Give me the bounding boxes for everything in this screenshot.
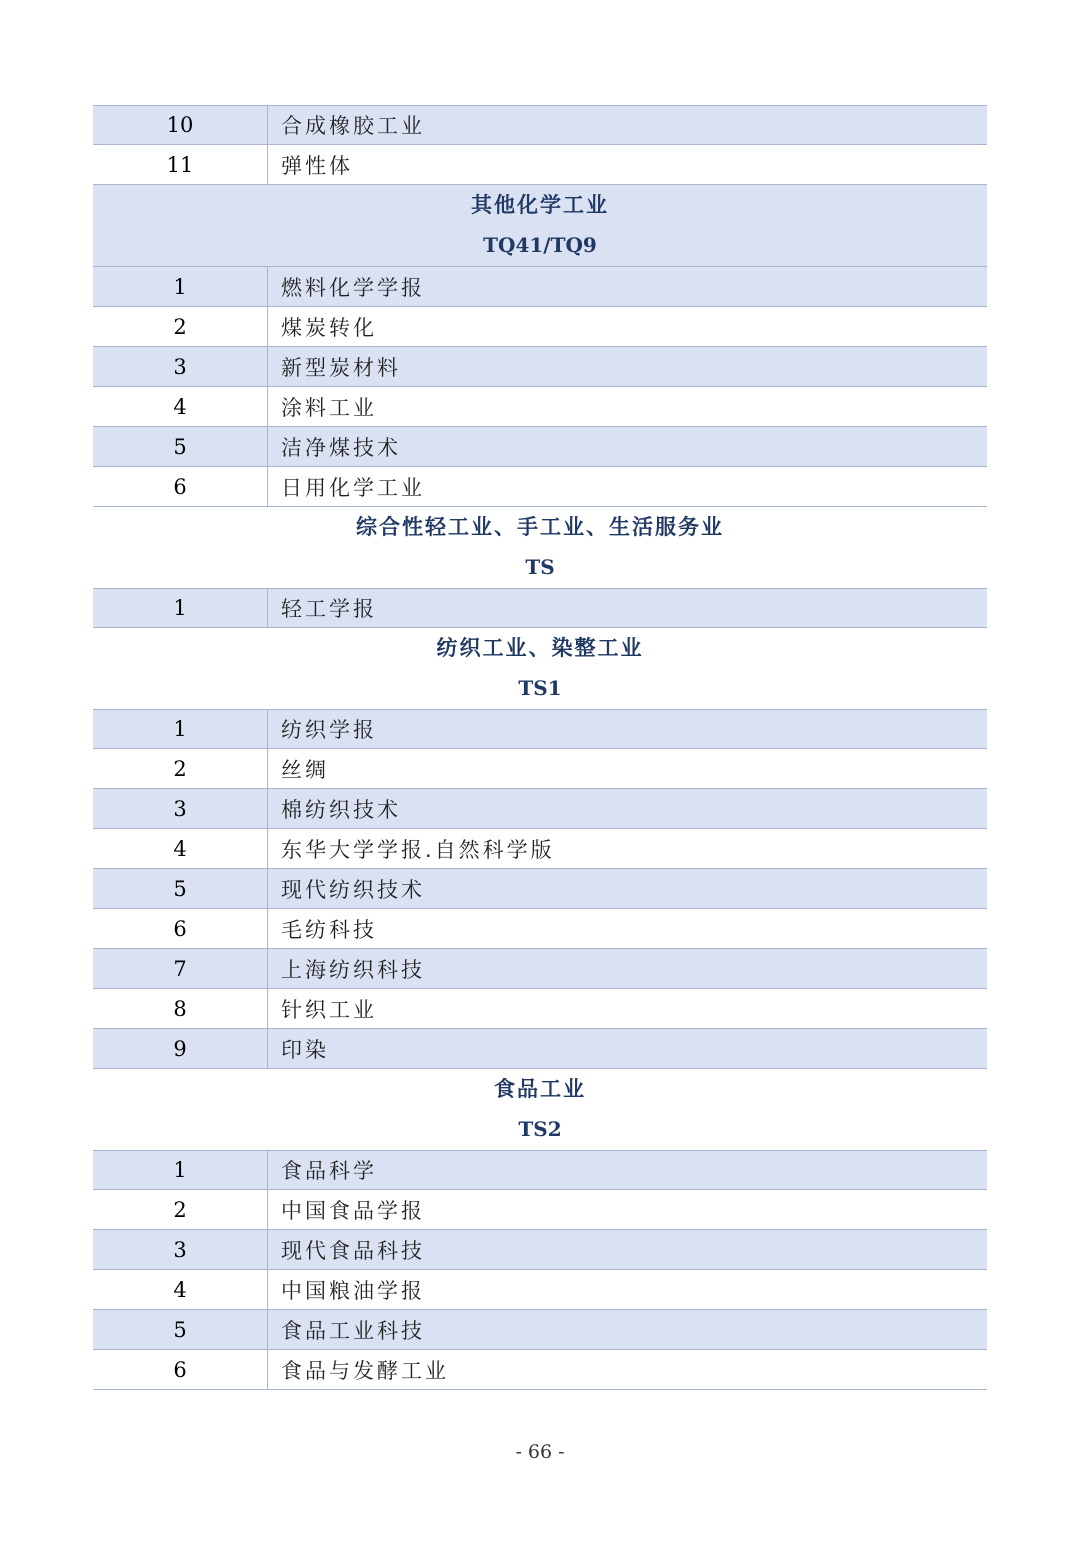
page-number: - 66 - [515,1441,565,1463]
journal-name: 丝绸 [281,757,329,782]
table-row [93,105,987,145]
section-header [93,185,987,267]
row-number: 5 [93,869,268,908]
table-row [93,145,987,185]
table-row [93,588,987,628]
journal-name: 现代纺织技术 [281,877,425,902]
journal-name: 合成橡胶工业 [281,114,425,138]
row-number: 5 [93,427,268,466]
row-number: 3 [93,789,268,828]
section-title: 其他化学工业 [471,193,609,217]
row-number: 2 [93,1190,268,1229]
row-number: 1 [93,1151,268,1189]
journal-name: 新型炭材料 [281,355,401,380]
journal-name: 棉纺织技术 [281,797,401,822]
row-number: 10 [93,106,268,144]
section-header [93,1069,987,1150]
row-number: 1 [93,710,268,748]
journal-name: 食品与发酵工业 [281,1358,449,1383]
table-row [93,467,987,507]
row-number: 4 [93,1270,268,1309]
table-row [93,949,987,989]
journal-list-table [93,105,987,1390]
journal-name: 涂料工业 [281,395,377,420]
section-title: 纺织工业、染整工业 [436,636,644,660]
table-row [93,709,987,749]
table-row [93,989,987,1029]
table-row [93,1150,987,1190]
table-row [93,387,987,427]
table-row [93,909,987,949]
journal-name: 印染 [281,1037,329,1062]
row-number: 4 [93,387,268,426]
row-number: 3 [93,347,268,386]
journal-name: 食品工业科技 [281,1318,425,1343]
row-number: 7 [93,949,268,988]
journal-name: 中国食品学报 [281,1198,425,1223]
section-header [93,507,987,588]
section-title: 食品工业 [494,1077,586,1101]
table-row [93,749,987,789]
table-row [93,267,987,307]
row-number: 8 [93,989,268,1028]
table-row [93,1029,987,1069]
journal-name: 食品科学 [281,1159,377,1183]
section-header [93,628,987,709]
row-number: 2 [93,749,268,788]
row-number: 3 [93,1230,268,1269]
row-number: 1 [93,589,268,627]
journal-name: 上海纺织科技 [281,957,425,982]
section-code: TS2 [518,1117,562,1141]
table-row [93,347,987,387]
journal-name: 弹性体 [281,153,353,178]
row-number: 6 [93,909,268,948]
row-number: 4 [93,829,268,868]
journal-name: 毛纺科技 [281,917,377,942]
table-row [93,789,987,829]
journal-name: 针织工业 [281,997,377,1022]
journal-name: 中国粮油学报 [281,1278,425,1303]
journal-name: 东华大学学报.自然科学版 [281,837,555,862]
row-number: 2 [93,307,268,346]
journal-name: 日用化学工业 [281,475,425,500]
table-row [93,1310,987,1350]
table-row [93,307,987,347]
journal-name: 燃料化学学报 [281,275,425,300]
row-number: 5 [93,1310,268,1349]
journal-name: 洁净煤技术 [281,435,401,460]
table-row [93,1230,987,1270]
row-number: 6 [93,467,268,506]
section-title: 综合性轻工业、手工业、生活服务业 [356,515,724,539]
journal-name: 轻工学报 [281,597,377,621]
row-number: 9 [93,1029,268,1068]
section-code: TS1 [518,676,562,700]
row-number: 1 [93,267,268,306]
journal-name: 纺织学报 [281,718,377,742]
table-row [93,1350,987,1390]
row-number: 11 [93,145,268,184]
table-row [93,829,987,869]
table-row [93,1270,987,1310]
section-code: TS [525,555,555,579]
table-row [93,869,987,909]
journal-name: 现代食品科技 [281,1238,425,1263]
table-row [93,427,987,467]
journal-name: 煤炭转化 [281,315,377,340]
row-number: 6 [93,1350,268,1389]
table-row [93,1190,987,1230]
section-code: TQ41/TQ9 [483,233,597,257]
